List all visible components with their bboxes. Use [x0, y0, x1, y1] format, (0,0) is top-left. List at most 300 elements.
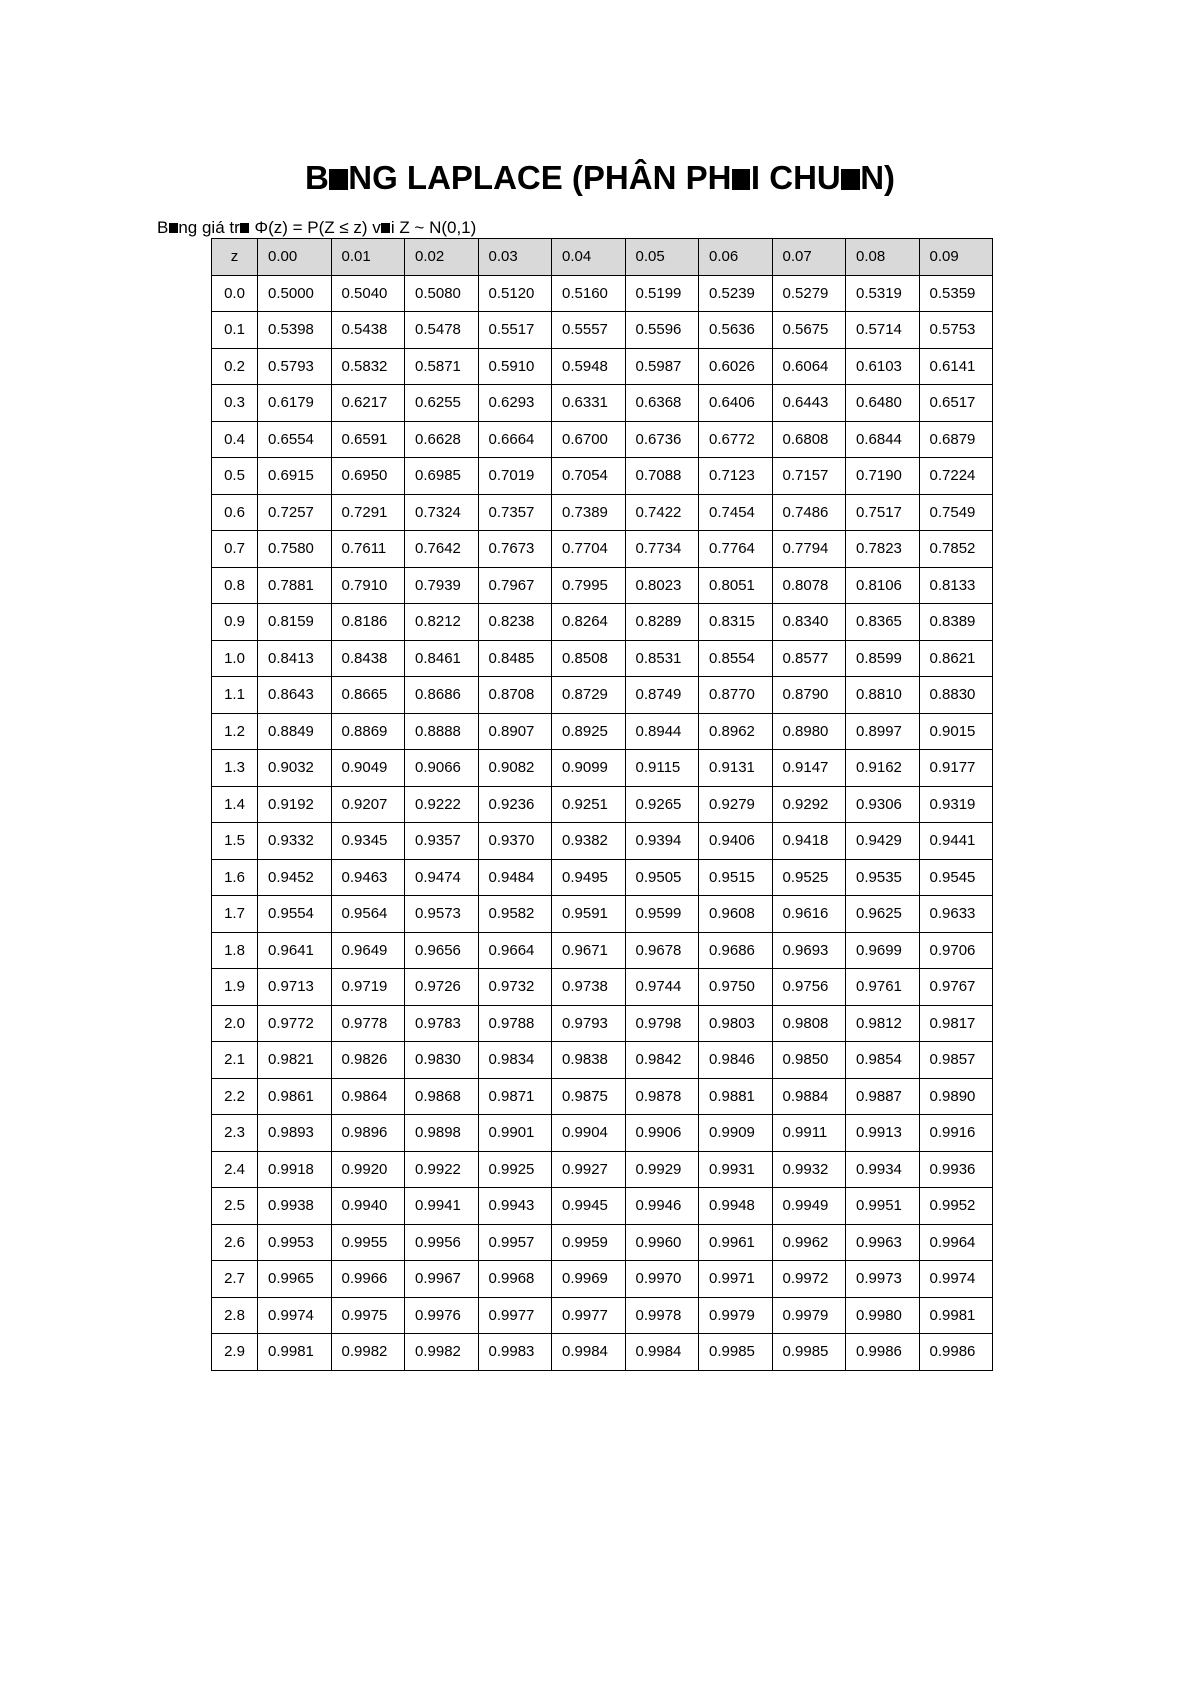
table-row	[212, 859, 993, 896]
phi-value-cell: 0.5080	[405, 275, 479, 312]
phi-value-cell: 0.5160	[552, 275, 626, 312]
phi-value-cell: 0.9986	[919, 1334, 993, 1371]
phi-value-cell: 0.8159	[258, 604, 332, 641]
phi-value-cell: 0.9131	[699, 750, 773, 787]
table-row	[212, 640, 993, 677]
phi-value-cell: 0.9986	[846, 1334, 920, 1371]
phi-value-cell: 0.9967	[405, 1261, 479, 1298]
table-row	[212, 312, 993, 349]
phi-value-cell: 0.8749	[625, 677, 699, 714]
phi-value-cell: 0.8810	[846, 677, 920, 714]
z-value-cell: 0.6	[212, 494, 258, 531]
phi-value-cell: 0.9699	[846, 932, 920, 969]
phi-value-cell: 0.8078	[772, 567, 846, 604]
phi-value-cell: 0.5714	[846, 312, 920, 349]
table-row	[212, 1078, 993, 1115]
phi-value-cell: 0.8340	[772, 604, 846, 641]
phi-value-cell: 0.5478	[405, 312, 479, 349]
phi-value-cell: 0.5871	[405, 348, 479, 385]
phi-value-cell: 0.9961	[699, 1224, 773, 1261]
table-row	[212, 458, 993, 495]
phi-value-cell: 0.9971	[699, 1261, 773, 1298]
phi-value-cell: 0.9871	[478, 1078, 552, 1115]
phi-value-cell: 0.8980	[772, 713, 846, 750]
phi-value-cell: 0.5948	[552, 348, 626, 385]
phi-value-cell: 0.9938	[258, 1188, 332, 1225]
header-row	[212, 239, 993, 276]
phi-value-cell: 0.9429	[846, 823, 920, 860]
table-row	[212, 348, 993, 385]
phi-value-cell: 0.9207	[331, 786, 405, 823]
phi-value-cell: 0.8051	[699, 567, 773, 604]
table-caption: B ng giá tr Φ(z) = P(Z ≤ z) v i Z ~ N(0,1)	[157, 218, 477, 237]
phi-value-cell: 0.9332	[258, 823, 332, 860]
phi-value-cell: 0.9922	[405, 1151, 479, 1188]
phi-value-cell: 0.9974	[258, 1297, 332, 1334]
phi-value-cell: 0.9406	[699, 823, 773, 860]
phi-value-cell: 0.9966	[331, 1261, 405, 1298]
phi-value-cell: 0.9778	[331, 1005, 405, 1042]
phi-value-cell: 0.9162	[846, 750, 920, 787]
phi-value-cell: 0.7357	[478, 494, 552, 531]
phi-value-cell: 0.9357	[405, 823, 479, 860]
phi-value-cell: 0.6480	[846, 385, 920, 422]
phi-value-cell: 0.8212	[405, 604, 479, 641]
phi-value-cell: 0.9973	[846, 1261, 920, 1298]
z-value-cell: 2.2	[212, 1078, 258, 1115]
table-row	[212, 677, 993, 714]
phi-value-cell: 0.9955	[331, 1224, 405, 1261]
phi-value-cell: 0.9671	[552, 932, 626, 969]
phi-value-cell: 0.9979	[699, 1297, 773, 1334]
phi-value-cell: 0.9901	[478, 1115, 552, 1152]
table-row	[212, 823, 993, 860]
z-value-cell: 0.0	[212, 275, 258, 312]
phi-value-cell: 0.9974	[919, 1261, 993, 1298]
phi-value-cell: 0.6179	[258, 385, 332, 422]
phi-value-cell: 0.9370	[478, 823, 552, 860]
phi-value-cell: 0.6808	[772, 421, 846, 458]
table-row	[212, 1224, 993, 1261]
phi-value-cell: 0.8577	[772, 640, 846, 677]
phi-value-cell: 0.9983	[478, 1334, 552, 1371]
phi-value-cell: 0.5319	[846, 275, 920, 312]
table-row	[212, 1042, 993, 1079]
phi-value-cell: 0.9909	[699, 1115, 773, 1152]
phi-value-cell: 0.7995	[552, 567, 626, 604]
phi-value-cell: 0.9975	[331, 1297, 405, 1334]
phi-value-cell: 0.8531	[625, 640, 699, 677]
phi-value-cell: 0.6844	[846, 421, 920, 458]
phi-value-cell: 0.9913	[846, 1115, 920, 1152]
z-value-cell: 1.8	[212, 932, 258, 969]
phi-value-cell: 0.8461	[405, 640, 479, 677]
phi-value-cell: 0.5557	[552, 312, 626, 349]
phi-value-cell: 0.8389	[919, 604, 993, 641]
header-cell-0.08: 0.08	[846, 239, 920, 276]
phi-value-cell: 0.9932	[772, 1151, 846, 1188]
phi-value-cell: 0.9678	[625, 932, 699, 969]
phi-value-cell: 0.9817	[919, 1005, 993, 1042]
phi-value-cell: 0.9222	[405, 786, 479, 823]
phi-value-cell: 0.8023	[625, 567, 699, 604]
phi-value-cell: 0.9664	[478, 932, 552, 969]
table-row	[212, 1188, 993, 1225]
phi-value-cell: 0.9963	[846, 1224, 920, 1261]
phi-value-cell: 0.9898	[405, 1115, 479, 1152]
phi-value-cell: 0.9842	[625, 1042, 699, 1079]
phi-value-cell: 0.9979	[772, 1297, 846, 1334]
missing-glyph-box	[732, 169, 750, 189]
phi-value-cell: 0.8413	[258, 640, 332, 677]
header-cell-0.05: 0.05	[625, 239, 699, 276]
phi-value-cell: 0.9582	[478, 896, 552, 933]
phi-value-cell: 0.9964	[919, 1224, 993, 1261]
table-row	[212, 1297, 993, 1334]
phi-value-cell: 0.5279	[772, 275, 846, 312]
z-value-cell: 0.3	[212, 385, 258, 422]
phi-value-cell: 0.7019	[478, 458, 552, 495]
phi-value-cell: 0.8907	[478, 713, 552, 750]
phi-value-cell: 0.9591	[552, 896, 626, 933]
phi-value-cell: 0.9767	[919, 969, 993, 1006]
z-value-cell: 2.5	[212, 1188, 258, 1225]
phi-value-cell: 0.9981	[919, 1297, 993, 1334]
phi-value-cell: 0.6950	[331, 458, 405, 495]
phi-value-cell: 0.8888	[405, 713, 479, 750]
phi-value-cell: 0.9826	[331, 1042, 405, 1079]
missing-glyph-box	[169, 223, 178, 234]
table-row	[212, 786, 993, 823]
phi-value-cell: 0.8508	[552, 640, 626, 677]
phi-value-cell: 0.7881	[258, 567, 332, 604]
z-value-cell: 2.4	[212, 1151, 258, 1188]
phi-value-cell: 0.9015	[919, 713, 993, 750]
phi-value-cell: 0.9236	[478, 786, 552, 823]
phi-value-cell: 0.9049	[331, 750, 405, 787]
phi-value-cell: 0.5000	[258, 275, 332, 312]
phi-value-cell: 0.9463	[331, 859, 405, 896]
phi-value-cell: 0.9846	[699, 1042, 773, 1079]
phi-value-cell: 0.9916	[919, 1115, 993, 1152]
phi-value-cell: 0.7054	[552, 458, 626, 495]
phi-value-cell: 0.9927	[552, 1151, 626, 1188]
phi-value-cell: 0.9920	[331, 1151, 405, 1188]
phi-value-cell: 0.9441	[919, 823, 993, 860]
phi-value-cell: 0.9968	[478, 1261, 552, 1298]
phi-value-cell: 0.9345	[331, 823, 405, 860]
phi-value-cell: 0.8485	[478, 640, 552, 677]
phi-value-cell: 0.8365	[846, 604, 920, 641]
phi-value-cell: 0.9573	[405, 896, 479, 933]
phi-value-cell: 0.6406	[699, 385, 773, 422]
phi-value-cell: 0.7704	[552, 531, 626, 568]
phi-value-cell: 0.9868	[405, 1078, 479, 1115]
phi-value-cell: 0.8729	[552, 677, 626, 714]
phi-value-cell: 0.9515	[699, 859, 773, 896]
phi-value-cell: 0.9965	[258, 1261, 332, 1298]
phi-value-cell: 0.7422	[625, 494, 699, 531]
phi-value-cell: 0.8944	[625, 713, 699, 750]
header-cell-z: z	[212, 239, 258, 276]
phi-value-cell: 0.8315	[699, 604, 773, 641]
missing-glyph-box	[381, 223, 390, 234]
phi-value-cell: 0.7517	[846, 494, 920, 531]
z-value-cell: 1.2	[212, 713, 258, 750]
phi-value-cell: 0.9957	[478, 1224, 552, 1261]
phi-value-cell: 0.8708	[478, 677, 552, 714]
table-row	[212, 604, 993, 641]
table-row	[212, 1261, 993, 1298]
phi-value-cell: 0.9474	[405, 859, 479, 896]
phi-value-cell: 0.7967	[478, 567, 552, 604]
phi-value-cell: 0.8665	[331, 677, 405, 714]
phi-value-cell: 0.6985	[405, 458, 479, 495]
phi-value-cell: 0.5120	[478, 275, 552, 312]
phi-value-cell: 0.5040	[331, 275, 405, 312]
phi-value-cell: 0.7734	[625, 531, 699, 568]
phi-value-cell: 0.7823	[846, 531, 920, 568]
z-value-cell: 1.6	[212, 859, 258, 896]
phi-value-cell: 0.9798	[625, 1005, 699, 1042]
phi-value-cell: 0.6664	[478, 421, 552, 458]
phi-value-cell: 0.8621	[919, 640, 993, 677]
phi-value-cell: 0.8830	[919, 677, 993, 714]
phi-value-cell: 0.9890	[919, 1078, 993, 1115]
phi-value-cell: 0.9918	[258, 1151, 332, 1188]
phi-value-cell: 0.5398	[258, 312, 332, 349]
phi-value-cell: 0.9941	[405, 1188, 479, 1225]
phi-value-cell: 0.6103	[846, 348, 920, 385]
phi-value-cell: 0.6736	[625, 421, 699, 458]
z-value-cell: 0.9	[212, 604, 258, 641]
phi-value-cell: 0.9952	[919, 1188, 993, 1225]
phi-value-cell: 0.9945	[552, 1188, 626, 1225]
phi-value-cell: 0.9962	[772, 1224, 846, 1261]
phi-value-cell: 0.9756	[772, 969, 846, 1006]
phi-value-cell: 0.9887	[846, 1078, 920, 1115]
phi-value-cell: 0.9943	[478, 1188, 552, 1225]
header-cell-0.02: 0.02	[405, 239, 479, 276]
phi-value-cell: 0.9982	[405, 1334, 479, 1371]
phi-value-cell: 0.9564	[331, 896, 405, 933]
header-cell-0.07: 0.07	[772, 239, 846, 276]
phi-value-cell: 0.7123	[699, 458, 773, 495]
phi-value-cell: 0.9985	[772, 1334, 846, 1371]
z-value-cell: 0.8	[212, 567, 258, 604]
phi-value-cell: 0.9911	[772, 1115, 846, 1152]
z-value-cell: 2.1	[212, 1042, 258, 1079]
phi-value-cell: 0.7190	[846, 458, 920, 495]
phi-value-cell: 0.9985	[699, 1334, 773, 1371]
z-value-cell: 0.7	[212, 531, 258, 568]
z-value-cell: 1.5	[212, 823, 258, 860]
phi-value-cell: 0.9279	[699, 786, 773, 823]
phi-value-cell: 0.9099	[552, 750, 626, 787]
phi-value-cell: 0.9959	[552, 1224, 626, 1261]
phi-value-cell: 0.9625	[846, 896, 920, 933]
phi-value-cell: 0.7324	[405, 494, 479, 531]
z-value-cell: 0.2	[212, 348, 258, 385]
phi-value-cell: 0.9925	[478, 1151, 552, 1188]
phi-value-cell: 0.9505	[625, 859, 699, 896]
phi-value-cell: 0.8289	[625, 604, 699, 641]
phi-value-cell: 0.7939	[405, 567, 479, 604]
phi-value-cell: 0.9265	[625, 786, 699, 823]
phi-value-cell: 0.9772	[258, 1005, 332, 1042]
phi-value-cell: 0.6591	[331, 421, 405, 458]
phi-value-cell: 0.9893	[258, 1115, 332, 1152]
phi-value-cell: 0.8438	[331, 640, 405, 677]
phi-value-cell: 0.7291	[331, 494, 405, 531]
z-value-cell: 1.1	[212, 677, 258, 714]
phi-value-cell: 0.8133	[919, 567, 993, 604]
table-row	[212, 969, 993, 1006]
phi-value-cell: 0.9319	[919, 786, 993, 823]
phi-value-cell: 0.7673	[478, 531, 552, 568]
phi-value-cell: 0.5517	[478, 312, 552, 349]
table-row	[212, 932, 993, 969]
phi-value-cell: 0.6064	[772, 348, 846, 385]
phi-value-cell: 0.9949	[772, 1188, 846, 1225]
phi-value-cell: 0.6772	[699, 421, 773, 458]
phi-value-cell: 0.9495	[552, 859, 626, 896]
phi-value-cell: 0.9082	[478, 750, 552, 787]
phi-value-cell: 0.7852	[919, 531, 993, 568]
phi-value-cell: 0.9934	[846, 1151, 920, 1188]
phi-value-cell: 0.9984	[625, 1334, 699, 1371]
phi-value-cell: 0.8106	[846, 567, 920, 604]
table-row	[212, 1151, 993, 1188]
z-value-cell: 2.6	[212, 1224, 258, 1261]
phi-value-cell: 0.9535	[846, 859, 920, 896]
phi-value-cell: 0.9686	[699, 932, 773, 969]
phi-value-cell: 0.7549	[919, 494, 993, 531]
table-row	[212, 531, 993, 568]
header-cell-0.09: 0.09	[919, 239, 993, 276]
header-cell-0.06: 0.06	[699, 239, 773, 276]
phi-value-cell: 0.9953	[258, 1224, 332, 1261]
header-cell-0.01: 0.01	[331, 239, 405, 276]
header-cell-0.04: 0.04	[552, 239, 626, 276]
phi-value-cell: 0.7580	[258, 531, 332, 568]
phi-value-cell: 0.9382	[552, 823, 626, 860]
phi-value-cell: 0.5359	[919, 275, 993, 312]
phi-value-cell: 0.9982	[331, 1334, 405, 1371]
phi-value-cell: 0.6255	[405, 385, 479, 422]
phi-value-cell: 0.9878	[625, 1078, 699, 1115]
phi-value-cell: 0.7088	[625, 458, 699, 495]
phi-value-cell: 0.9838	[552, 1042, 626, 1079]
phi-value-cell: 0.8686	[405, 677, 479, 714]
z-value-cell: 0.4	[212, 421, 258, 458]
phi-value-cell: 0.9713	[258, 969, 332, 1006]
table-row	[212, 750, 993, 787]
phi-value-cell: 0.9066	[405, 750, 479, 787]
phi-value-cell: 0.5239	[699, 275, 773, 312]
phi-value-cell: 0.8790	[772, 677, 846, 714]
z-value-cell: 0.5	[212, 458, 258, 495]
phi-value-cell: 0.7642	[405, 531, 479, 568]
z-value-cell: 1.4	[212, 786, 258, 823]
phi-value-cell: 0.7454	[699, 494, 773, 531]
phi-value-cell: 0.8554	[699, 640, 773, 677]
phi-value-cell: 0.5832	[331, 348, 405, 385]
phi-value-cell: 0.8599	[846, 640, 920, 677]
phi-value-cell: 0.9834	[478, 1042, 552, 1079]
phi-value-cell: 0.9292	[772, 786, 846, 823]
phi-value-cell: 0.6628	[405, 421, 479, 458]
missing-glyph-box	[841, 169, 859, 189]
phi-value-cell: 0.8869	[331, 713, 405, 750]
phi-value-cell: 0.9649	[331, 932, 405, 969]
phi-value-cell: 0.9545	[919, 859, 993, 896]
phi-value-cell: 0.9616	[772, 896, 846, 933]
phi-value-cell: 0.9484	[478, 859, 552, 896]
phi-value-cell: 0.9948	[699, 1188, 773, 1225]
phi-value-cell: 0.9931	[699, 1151, 773, 1188]
z-value-cell: 1.9	[212, 969, 258, 1006]
z-value-cell: 0.1	[212, 312, 258, 349]
phi-value-cell: 0.6141	[919, 348, 993, 385]
phi-value-cell: 0.9656	[405, 932, 479, 969]
table-row	[212, 896, 993, 933]
phi-value-cell: 0.9972	[772, 1261, 846, 1298]
phi-value-cell: 0.9857	[919, 1042, 993, 1079]
phi-value-cell: 0.9706	[919, 932, 993, 969]
phi-value-cell: 0.8186	[331, 604, 405, 641]
laplace-table	[211, 238, 993, 1371]
z-value-cell: 2.9	[212, 1334, 258, 1371]
phi-value-cell: 0.7389	[552, 494, 626, 531]
phi-value-cell: 0.6517	[919, 385, 993, 422]
phi-value-cell: 0.7611	[331, 531, 405, 568]
phi-value-cell: 0.5987	[625, 348, 699, 385]
phi-value-cell: 0.9525	[772, 859, 846, 896]
phi-value-cell: 0.8238	[478, 604, 552, 641]
phi-value-cell: 0.9732	[478, 969, 552, 1006]
phi-value-cell: 0.6443	[772, 385, 846, 422]
phi-value-cell: 0.9744	[625, 969, 699, 1006]
z-value-cell: 2.0	[212, 1005, 258, 1042]
phi-value-cell: 0.8962	[699, 713, 773, 750]
phi-value-cell: 0.9978	[625, 1297, 699, 1334]
phi-value-cell: 0.9599	[625, 896, 699, 933]
phi-value-cell: 0.9177	[919, 750, 993, 787]
phi-value-cell: 0.9850	[772, 1042, 846, 1079]
z-value-cell: 2.7	[212, 1261, 258, 1298]
page-title: B NG LAPLACE (PHÂN PH I CHU N)	[304, 159, 896, 196]
phi-value-cell: 0.9761	[846, 969, 920, 1006]
phi-value-cell: 0.9981	[258, 1334, 332, 1371]
phi-value-cell: 0.6293	[478, 385, 552, 422]
phi-value-cell: 0.6915	[258, 458, 332, 495]
phi-value-cell: 0.9951	[846, 1188, 920, 1225]
phi-value-cell: 0.9906	[625, 1115, 699, 1152]
phi-value-cell: 0.9861	[258, 1078, 332, 1115]
phi-value-cell: 0.6554	[258, 421, 332, 458]
phi-value-cell: 0.9946	[625, 1188, 699, 1225]
phi-value-cell: 0.7157	[772, 458, 846, 495]
phi-value-cell: 0.9864	[331, 1078, 405, 1115]
table-body	[212, 275, 993, 1370]
table-row	[212, 1334, 993, 1371]
phi-value-cell: 0.9192	[258, 786, 332, 823]
table-row	[212, 385, 993, 422]
phi-value-cell: 0.5596	[625, 312, 699, 349]
z-value-cell: 1.0	[212, 640, 258, 677]
phi-value-cell: 0.9808	[772, 1005, 846, 1042]
